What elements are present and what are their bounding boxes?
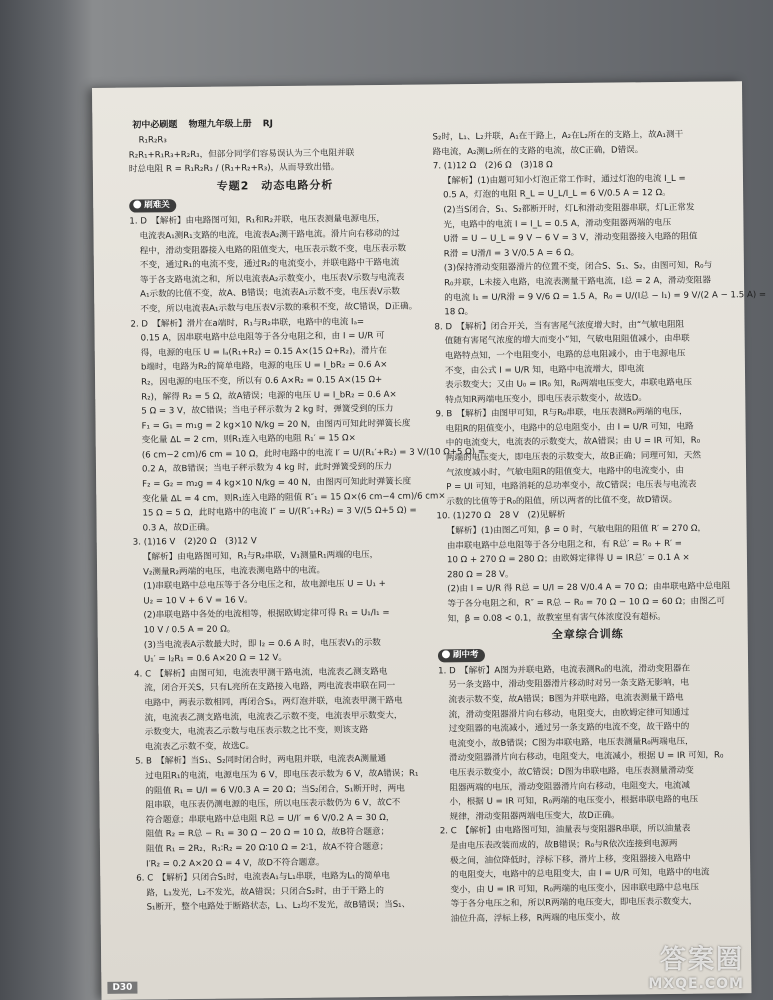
- text-line: R₂R₁+R₁R₃+R₂R₃，但部分同学们容易误认为三个电阻并联: [128, 147, 355, 161]
- badge-label: 刷难关: [144, 200, 170, 211]
- text-line: 不变，由公式 I = U/R 知，电路中电流增大，即电流: [444, 363, 645, 376]
- text-line: S₁断开，整个电路处于断路状态，L₁、L₂均不发光，故B错误；当S₁、: [146, 899, 411, 913]
- text-line: 15 Ω = 5 Ω，此时电路中的电流 I″ = U/(R″₁+R₂) = 3 V/(5 Ω+5 Ω) =: [142, 505, 417, 519]
- text-line: 0.15 A，因串联电路中总电阻等于各分电阻之和，由 I = U/R 可: [140, 331, 385, 344]
- text-line: 光，电路中的电流 I = I_L = 0.5 A，滑动变阻器两端的电压: [443, 217, 672, 230]
- text-line: 的电流 I₁ = U/R滑 = 9 V/6 Ω = 1.5 A，R₀ = U/(I总 − I₁) = 9 V/(2 A − 1.5 A) =: [444, 289, 767, 303]
- section-title: 专题2 动态电路分析: [216, 178, 334, 193]
- text-line: U滑 = U − U_L = 9 V − 6 V = 3 V，滑动变阻器接入电路的阻值: [443, 231, 698, 245]
- text-line: 特点知R两端电压变小，即电压表示数变小，故选D。: [445, 392, 647, 406]
- text-line: 流，闭合开关S，只有L亮所在支路接入电路，两电流表串联在同一: [144, 681, 396, 694]
- text-line: 时总电阻 R = R₁R₂R₃ / (R₁+R₂+R₃)，从而导致出错。: [128, 162, 340, 175]
- section-badge: [438, 649, 485, 662]
- text-line: R₀并联，L未接入电路，电流表测量干路电流，I总 = 2 A，滑动变阻器: [444, 275, 712, 289]
- text-line: 的阻值 R₁ = U/I = 6 V/0.3 A = 20 Ω；当S₂闭合，S₁断开时，两电: [145, 783, 405, 797]
- text-line: (2)当S闭合，S₁、S₂都断开时，灯L和滑动变阻器串联，灯L正常发: [443, 202, 695, 216]
- watermark-line2: MXQE.COM: [648, 976, 744, 992]
- text-line: A₁示数的比值不变，故A、B错误；电流表A₁示数不变，电压表V示数: [140, 287, 400, 300]
- text-line: 2. D 【解析】滑片在a端时，R₁与R₂串联，电路中的电流 Iₐ=: [130, 316, 365, 330]
- text-line: 滑动变阻器滑片向右移动，电阻变大，电流减小，根据 U = IR 可知，R₀: [448, 750, 724, 764]
- section-badge: [129, 200, 176, 213]
- text-line: 5. B 【解析】当S₁、S₂同时闭合时，两电阻并联，电流表A测量通: [135, 754, 387, 767]
- text-line: 过变阻器的电流减小，通过另一条支路的电流不变，故干路中的: [448, 721, 690, 735]
- text-line: 符合题意；串联电路中总电阻 R总 = U/I′ = 6 V/0.2 A = 30 Ω，: [145, 812, 395, 826]
- book-name: 初中必刷题: [132, 120, 178, 131]
- text-line: 9. B 【解析】由图甲可知，R与R₀串联，电压表测R₀两端的电压，: [435, 407, 688, 420]
- edition: RJ: [262, 119, 274, 130]
- text-line: 示数变大，电流表乙示数与电压表示数之比不变，则该支路: [144, 725, 369, 738]
- text-line: 知，β = 0.08 < 0.1，故教室里有害气体浓度没有超标。: [447, 611, 666, 624]
- text-line: 电阻R的阻值变小，电路中的总电阻变小，由 I = U/R 可知，电路: [445, 421, 694, 435]
- text-line: 中的电流变大，电流表的示数变大，故A错误；由 U = IR 可知，R₀: [445, 436, 701, 449]
- text-line: 两端的电压变大，即电压表的示数变大，故B正确；同理可知，天然: [445, 450, 702, 464]
- text-line: 由串联电路中总电阻等于各分电阻之和，有 R总′ = R₀ + R′ =: [446, 538, 682, 551]
- text-line: b端时，电路为R₂的简单电路，电源的电压 U = I_bR₂ = 0.6 A×: [140, 360, 388, 373]
- text-line: 阻值 R₂ = R总 − R₁ = 30 Ω − 20 Ω = 10 Ω，故B符合题意；: [145, 827, 390, 840]
- text-line: 电流变小，故B错误；C图为串联电路，电压表测量R₀两端电压，: [448, 736, 694, 750]
- badge-label: 刷中考: [452, 649, 479, 661]
- text-line: U₂ = 10 V + 6 V = 16 V。: [143, 595, 253, 607]
- text-line: 2. C 【解析】由电路图可知，油量表与变阻器R串联，所以油量表: [439, 824, 691, 837]
- watermark-logo: [648, 939, 744, 992]
- text-line: 4. C 【解析】由图可知，电流表甲测干路电流，电流表乙测支路电: [134, 666, 388, 680]
- page-number: D30: [107, 982, 137, 994]
- text-line: (2)由 I = U/R 得 R总 = U/I = 28 V/0.4 A = 70 Ω；由串联电路中总电阻: [447, 581, 731, 595]
- text-line: 流，电流表乙测支路电流，电流表乙示数不变，电流表甲示数变大，: [144, 710, 403, 724]
- text-line: U₁′ = I₂R₁ = 0.6 A×20 Ω = 12 V。: [143, 653, 287, 665]
- text-line: 【解析】由电路图可知，R₁与R₂串联，V₁测量R₁两端的电压，: [142, 550, 379, 563]
- text-line: 3. (1)16 V (2)20 Ω (3)12 V: [132, 536, 257, 549]
- text-line: (2)串联电路中各处的电流相等，根据欧姆定律可得 R₁ = U₁/I₁ =: [143, 608, 390, 621]
- text-line: 0.2 A，故B错误；当电子秤示数为 4 kg 时，此时弹簧受到的压力: [141, 462, 392, 475]
- book-page: [92, 81, 767, 1000]
- right-column: [432, 127, 767, 927]
- text-line: 18 Ω。: [444, 307, 474, 318]
- text-line: 6. C 【解析】只闭合S₁时，电流表A₁与L₁串联，电路为L₁的简单电: [136, 871, 390, 884]
- text-line: 另一条支路中，滑动变阻器滑片移动时对另一条支路无影响，电: [448, 678, 689, 691]
- text-line: 变化量 ΔL = 2 cm，则R₁连入电路的电阻 R₁′ = 15 Ω×: [141, 433, 356, 446]
- text-line: 气浓度减小时，气敏电阻R的阻值变大，电路中的电流变小，由: [445, 465, 685, 478]
- text-line: 【解析】(1)由图乙可知，β = 0 时，气敏电阻的阻值 R′ = 270 Ω，: [446, 523, 707, 537]
- text-line: 路，L₁发光，L₂不发光，故A错误；只闭合S₂时，由于干路上的: [146, 885, 384, 899]
- text-line: S₂时，L₁、L₂并联，A₁在干路上，A₂在L₂所在的支路上，故A₁测干: [432, 129, 684, 143]
- text-line: 路电流，A₂测L₂所在的支路的电流，故C正确，D错误。: [432, 144, 644, 158]
- text-line: 5 Ω = 3 V，故C错误；当电子秤示数为 2 kg 时，弹簧受到的压力: [141, 403, 394, 417]
- text-line: 是由电压表改装而成的，故B错误；R₀与R依次连接到电源两: [449, 838, 678, 852]
- text-line: 电流表A₁测R₁支路的电流，电流表A₂测干路电流。滑片向右移动的过: [139, 228, 400, 242]
- text-line: R₁R₂R₃: [138, 135, 167, 146]
- text-line: 阻器两端的电压，滑动变阻器滑片向右移动，电阻变大，电流减: [449, 780, 691, 793]
- text-line: 油位升高，浮标上移，R两端的电压变小，故: [450, 912, 621, 925]
- text-line: 不变，通过R₁的电流不变，通过R₂的电流变小，并联电路中干路电流: [139, 257, 400, 271]
- text-line: 得，电源的电压 U = Iₐ(R₁+R₂) = 0.15 A×(15 Ω+R₂)，滑片在: [140, 345, 387, 359]
- text-line: V₂测量R₂两端的电压，电流表测电路中的电流。: [143, 565, 326, 578]
- text-line: 电压表示数变小，故C错误；D图为串联电路，电压表测量滑动变: [449, 765, 694, 779]
- text-line: 电路中，两表示数相同，再闭合S₁，两灯泡并联，电流表甲测干路电: [144, 695, 403, 709]
- text-line: 流表示数不变，故A错误；B图为并联电路，电流表测量干路电: [448, 692, 684, 706]
- text-line: 0.5 A，灯泡的电阻 R_L = U_L/I_L = 6 V/0.5 A = 12 Ω。: [443, 188, 671, 201]
- text-line: 的电阻变大，电路中的总电阻变大，由 I = U/R 可知，电路中的电流: [450, 867, 710, 881]
- text-line: 流，滑动变阻器滑片向右移动，电阻变大，由欧姆定律可知通过: [448, 707, 690, 720]
- text-line: 电流表乙示数不变，故选C。: [144, 741, 255, 753]
- text-line: 程中，滑动变阻器接入电路的阻值变大，电压表示数不变，电压表示数: [139, 243, 407, 257]
- text-line: 等于各分电阻之和，R″ = R总 − R₀ = 70 Ω − 10 Ω = 60 Ω；由图乙可: [447, 596, 725, 610]
- text-line: 变小，由 U = IR 可知，R₀两端的电压变小，因串联电路中总电压: [450, 882, 700, 895]
- text-line: 0.3 A，故D正确。: [142, 522, 215, 534]
- page-header: [132, 116, 281, 131]
- section-title: 全章综合训练: [551, 627, 624, 642]
- text-line: 阻串联，电压表仍测电源的电压，所以电压表示数仍为 6 V，故C不: [145, 797, 401, 811]
- text-line: 电路特点知，一个电阻变小，电路的总电阻减小，由于电源电压: [444, 348, 686, 362]
- text-line: R₂)，解得 R₂ = 5 Ω，故A错误；电源的电压 U = I_bR₂ = 0.6 A×: [141, 389, 397, 403]
- text-line: 规律，滑动变阻器两端电压变大，故D正确。: [449, 810, 620, 823]
- subject-name: 物理九年级上册: [188, 119, 252, 130]
- text-line: I′R₂ = 0.2 A×20 Ω = 4 V，故D不符合题意。: [146, 857, 325, 869]
- text-line: F₂ = G₂ = m₂g = 4 kg×10 N/kg = 40 N，由图丙可知此时弹簧长度: [142, 476, 412, 490]
- text-line: 值随有害尾气浓度的增大而变小”知，气敏电阻阻值减小，由串联: [444, 334, 690, 347]
- text-line: 变化量 ΔL = 4 cm，则R₁连入电路的阻值 R″₁ = 15 Ω×(6 cm−4 cm)/6 cm×: [142, 490, 446, 505]
- text-line: 10 Ω + 270 Ω = 280 Ω；由欧姆定律得 U = IR总′ = 0.1 A ×: [446, 552, 690, 566]
- badge-dot-icon: [133, 201, 141, 209]
- watermark-line1: 答案圈: [659, 945, 744, 975]
- text-line: F₁ = G₁ = m₁g = 2 kg×10 N/kg = 20 N，由图丙可知此时弹簧长度: [141, 418, 411, 432]
- text-line: 阻值 R₁ = 2R₂，R₁∶R₂ = 20 Ω∶10 Ω = 2∶1，故A不符合题意；: [145, 841, 389, 855]
- text-line: (3)保持滑动变阻器滑片的位置不变，闭合S、S₁、S₂，由图可知，R₀与: [443, 260, 713, 274]
- text-line: 10. (1)270 Ω 28 V (2)见解析: [436, 510, 566, 522]
- text-line: 极之间，油位降低时，浮标下移，滑片上移，变阻器接入电路中: [450, 853, 691, 866]
- text-line: 等于各分电压之和，所以R两端的电压变大，即电压表示数变大，: [450, 896, 698, 910]
- text-line: 7. (1)12 Ω (2)6 Ω (3)18 Ω: [432, 160, 553, 172]
- text-line: (1)串联电路中总电压等于各分电压之和，故电源电压 U = U₁ +: [143, 579, 386, 592]
- badge-dot-icon: [442, 650, 450, 658]
- text-line: 不变，所以电流表A₁示数与电压表V示数的乘积不变，故C错误，D正确。: [140, 301, 418, 315]
- text-line: 10 V / 0.5 A = 20 Ω。: [143, 624, 236, 636]
- text-line: (3)当电流表A示数最大时，即 I₂ = 0.6 A 时，电压表V₁的示数: [143, 637, 381, 651]
- text-line: 280 Ω = 28 V。: [447, 569, 514, 581]
- text-line: 示数的比值等于R₀的阻值，所以两者的比值不变，故D错误。: [446, 494, 678, 508]
- text-line: 8. D 【解析】闭合开关，当有害尾气浓度增大时，由“气敏电阻阻: [434, 319, 685, 333]
- text-line: 过电阻R₁的电流，电源电压为 6 V，即电压表示数为 6 V，故A错误；R₁: [145, 768, 419, 782]
- text-line: 1. D 【解析】A图为并联电路，电流表测R₀的电流，滑动变阻器在: [438, 663, 691, 677]
- text-line: 表示数变大；又由 U₀ = IR₀ 知，R₀两端电压变大，串联电路电压: [445, 377, 693, 391]
- text-line: R滑 = U滑/I = 3 V/0.5 A = 6 Ω。: [443, 247, 580, 260]
- text-line: 【解析】(1)由题可知小灯泡正常工作时，通过灯泡的电流 I_L =: [442, 173, 686, 187]
- text-line: 等于各支路电流之和，所以电流表A₂示数变小，电压表V示数与电流表: [139, 272, 405, 286]
- text-line: P = UI 可知，电路消耗的总功率变小，故C错误；电压表与电流表: [446, 479, 697, 493]
- text-line: 小，根据 U = IR 可知，R₀两端的电压变小，根据串联电路的电压: [449, 794, 699, 808]
- text-line: R₂，因电源的电压不变，所以有 0.6 A×R₂ = 0.15 A×(15 Ω+: [141, 374, 383, 388]
- text-line: (6 cm−2 cm)/6 cm = 10 Ω，此时电路中的电流 I′ = U/(R₁′+R₂) = 3 V/(10 Ω+5 Ω) =: [141, 446, 486, 461]
- text-line: 1. D 【解析】由电路图可知，R₁和R₂并联，电压表测量电源电压，: [129, 214, 385, 227]
